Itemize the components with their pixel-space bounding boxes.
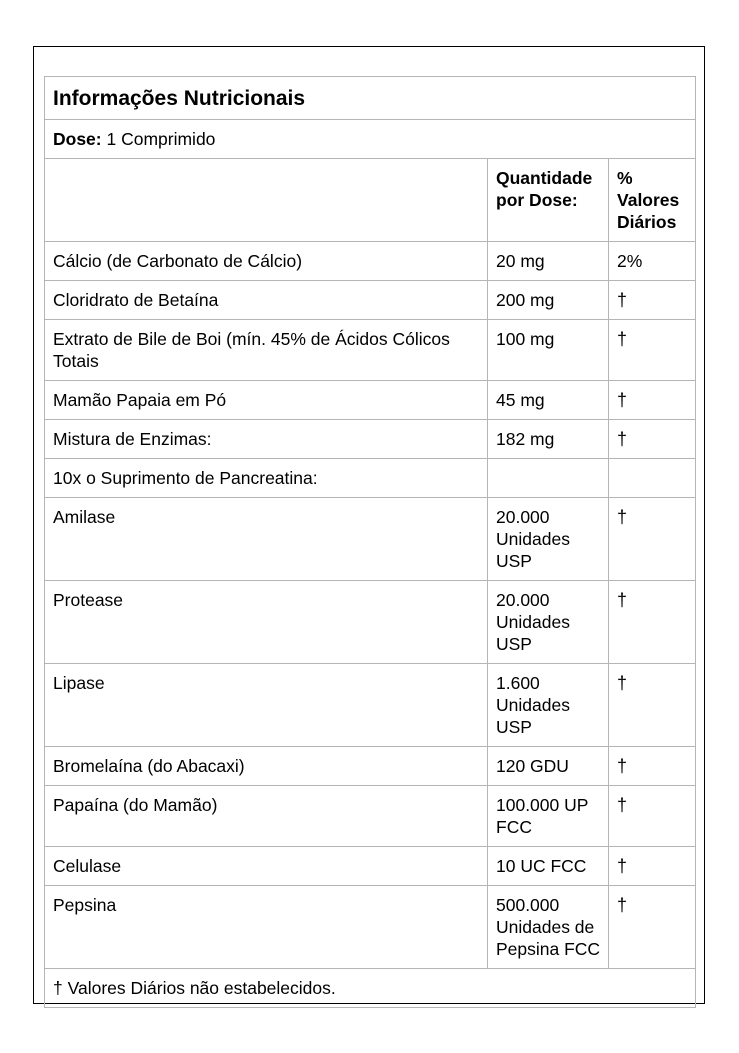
nutrient-amount: 20.000 Unidades USP (488, 581, 609, 664)
nutrient-name: 10x o Suprimento de Pancreatina: (45, 459, 488, 498)
nutrient-amount: 120 GDU (488, 747, 609, 786)
table-row (45, 459, 696, 498)
nutrient-amount: 100.000 UP FCC (488, 786, 609, 847)
dose-row (45, 120, 696, 159)
nutrient-daily-value: † (609, 786, 696, 847)
nutrient-name: Papaína (do Mamão) (45, 786, 488, 847)
nutrient-daily-value: † (609, 498, 696, 581)
dose-label: Dose: (53, 129, 102, 149)
nutrient-name: Amilase (45, 498, 488, 581)
table-row (45, 242, 696, 281)
nutrient-daily-value (609, 459, 696, 498)
table-row (45, 281, 696, 320)
nutrient-daily-value: † (609, 381, 696, 420)
nutrient-daily-value: † (609, 847, 696, 886)
nutrient-daily-value: † (609, 886, 696, 969)
footnote: † Valores Diários não estabelecidos. (45, 969, 696, 1008)
table-row (45, 320, 696, 381)
table-row (45, 747, 696, 786)
table-row (45, 786, 696, 847)
table-title: Informações Nutricionais (45, 77, 696, 120)
nutrient-name: Mistura de Enzimas: (45, 420, 488, 459)
table-row (45, 581, 696, 664)
nutrient-amount: 10 UC FCC (488, 847, 609, 886)
nutrient-amount: 45 mg (488, 381, 609, 420)
nutrient-amount: 200 mg (488, 281, 609, 320)
nutrient-name: Lipase (45, 664, 488, 747)
nutrient-name: Cloridrato de Betaína (45, 281, 488, 320)
nutrition-facts-table (44, 76, 696, 1008)
nutrient-name: Bromelaína (do Abacaxi) (45, 747, 488, 786)
nutrient-name: Cálcio (de Carbonato de Cálcio) (45, 242, 488, 281)
table-row (45, 381, 696, 420)
title-row (45, 77, 696, 120)
column-header-row (45, 159, 696, 242)
daily-value-column-header: % Valores Diários (609, 159, 696, 242)
nutrient-daily-value: † (609, 320, 696, 381)
nutrient-amount: 182 mg (488, 420, 609, 459)
nutrient-daily-value: † (609, 581, 696, 664)
dose-cell (45, 120, 696, 159)
table-row (45, 664, 696, 747)
nutrient-amount (488, 459, 609, 498)
nutrient-name: Extrato de Bile de Boi (mín. 45% de Ácidos Cólicos Totais (45, 320, 488, 381)
nutrient-amount: 20 mg (488, 242, 609, 281)
nutrient-amount: 1.600 Unidades USP (488, 664, 609, 747)
nutrient-name: Celulase (45, 847, 488, 886)
nutrient-daily-value: 2% (609, 242, 696, 281)
nutrient-amount: 20.000 Unidades USP (488, 498, 609, 581)
nutrient-amount: 100 mg (488, 320, 609, 381)
header-empty-cell (45, 159, 488, 242)
document-frame (33, 46, 705, 1004)
nutrient-daily-value: † (609, 420, 696, 459)
dose-value: 1 Comprimido (101, 129, 216, 149)
table-row (45, 847, 696, 886)
nutrient-daily-value: † (609, 281, 696, 320)
nutrient-name: Mamão Papaia em Pó (45, 381, 488, 420)
nutrient-amount: 500.000 Unidades de Pepsina FCC (488, 886, 609, 969)
nutrient-name: Protease (45, 581, 488, 664)
nutrient-daily-value: † (609, 747, 696, 786)
footnote-row (45, 969, 696, 1008)
amount-column-header: Quantidade por Dose: (488, 159, 609, 242)
nutrient-name: Pepsina (45, 886, 488, 969)
table-row (45, 498, 696, 581)
table-row (45, 886, 696, 969)
table-row (45, 420, 696, 459)
nutrient-daily-value: † (609, 664, 696, 747)
